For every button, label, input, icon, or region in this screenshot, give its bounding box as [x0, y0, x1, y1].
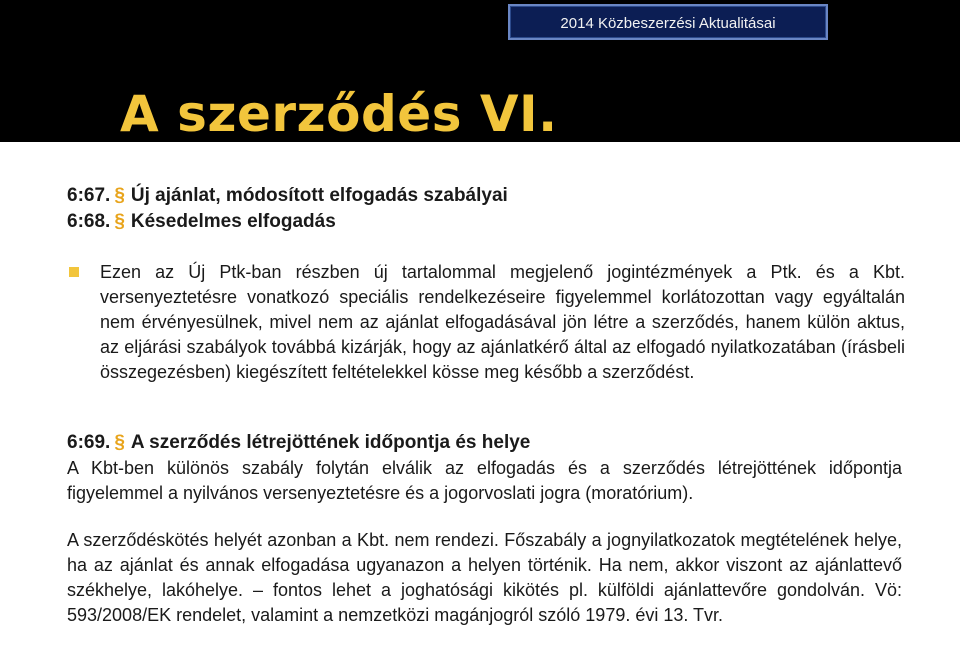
body-paragraph-2: A szerződéskötés helyét azonban a Kbt. nem rendezi. Főszabály a jognyilatkozatok megtételének helye, ha az ajánlat és annak elfogadása ugyanazon a helyen történik. Ha nem, akkor viszont az ajánlattevő székhelye, lakóhelye. – fontos lehet a joghatósági kikötés pl. külföldi ajánlattevőre gondolván. Vö: 593/2008/EK rendelet, valamint a nemzetközi magánjogról szóló 1979. évi 13. Tvr.	[67, 530, 902, 625]
section-title: Új ajánlat, módosított elfogadás szabályai	[130, 185, 508, 206]
section-number: 6:68.	[67, 211, 111, 232]
header-band	[0, 0, 960, 142]
section-title: A szerződés létrejöttének időpontja és helye	[130, 432, 531, 453]
paragraph-sign-icon: §	[114, 432, 125, 453]
square-bullet-icon	[69, 267, 79, 277]
section-title: Késedelmes elfogadás	[130, 211, 336, 232]
section-number: 6:69.	[67, 432, 111, 453]
paragraph-sign-icon: §	[114, 185, 125, 206]
paragraph-sign-icon: §	[114, 211, 125, 232]
slide-title: A szerződés VI.	[120, 85, 558, 143]
section-headings	[67, 183, 508, 235]
bullet-paragraph: Ezen az Új Ptk-ban részben új tartalommal megjelenő jogintézmények a Ptk. és a Kbt. versenyeztetésre vonatkozó speciális rendelkezéseire figyelemmel korlátozottan vagy egyáltalán nem érvényesülnek, mivel nem az ajánlat elfogadásával jön létre a szerződés, hanem külön aktus, az eljárási szabályok továbbá kizárják, hogy az ajánlatkérő által az elfogadó nyilatkozatában (írásbeli összegezésben) kiegészített feltételekkel kösse meg később a szerződést.	[100, 262, 905, 382]
heading-668	[67, 209, 508, 235]
section-number: 6:67.	[67, 185, 111, 206]
body-paragraph-1: A Kbt-ben különös szabály folytán elválik az elfogadás és a szerződés létrejöttének időpontja figyelemmel a nyilvános versenyeztetésre és a jogorvoslati jogra (moratórium).	[67, 458, 902, 503]
presentation-tag: 2014 Közbeszerzési Aktualitásai	[508, 4, 828, 40]
heading-669	[67, 430, 530, 456]
heading-667	[67, 183, 508, 209]
